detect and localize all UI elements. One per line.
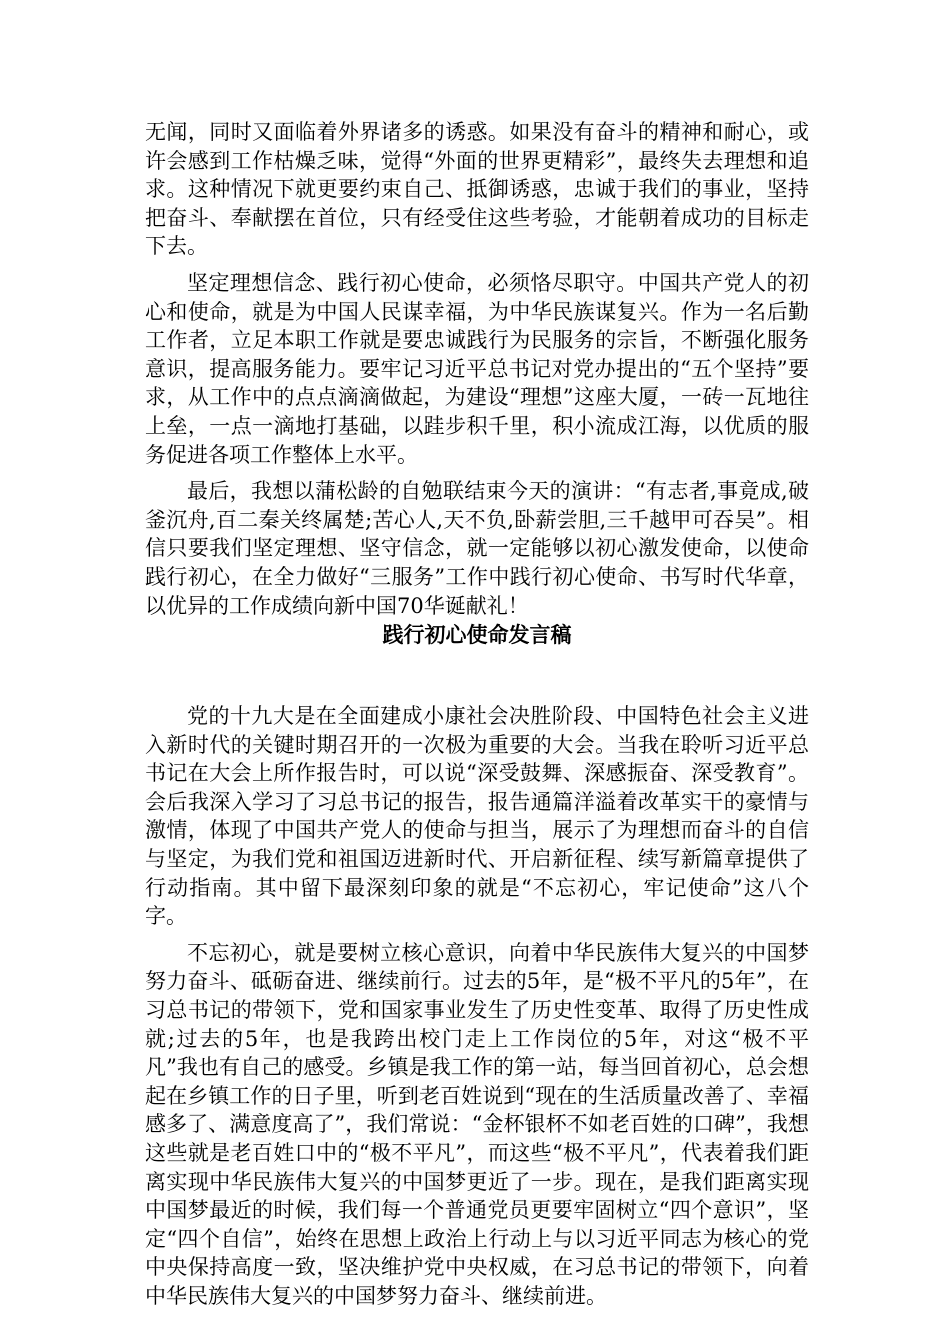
paragraph: 党的十九大是在全面建成小康社会决胜阶段、中国特色社会主义进入新时代的关键时期召开的一次极为重要的大会。当我在聆听习近平总书记在大会上所作报告时，可以说“深受鼓舞、深感振奋、深受教育”。会后我深入学习了习总书记的报告，报告通篇洋溢着改革实干的豪情与激情，体现了中国共产党人的使命与担当，展示了为理想而奋斗的自信与坚定，为我们党和祖国迈进新时代、开启新征程、续写新篇章提供了行动指南。其中留下最深刻印象的就是“不忘初心，牢记使命”这八个字。 (145, 704, 809, 929)
document-title: 践行初心使命发言稿 (382, 623, 572, 648)
document-body (145, 118, 809, 1311)
paragraph: 不忘初心，就是要树立核心意识，向着中华民族伟大复兴的中国梦努力奋斗、砥砺奋进、继续前行。过去的5年，是“极不平凡的5年”，在习总书记的带领下，党和国家事业发生了历史性变革、取得了历史性成就;过去的5年，也是我跨出校门走上工作岗位的5年，对这“极不平凡”我也有自己的感受。乡镇是我工作的第一站，每当回首初心，总会想起在乡镇工作的日子里，听到老百姓说到“现在的生活质量改善了、幸福感多了、满意度高了”，我们常说：“金杯银杯不如老百姓的口碑”，我想这些就是老百姓口中的“极不平凡”，而这些“极不平凡”，代表着我们距离实现中华民族伟大复兴的中国梦更近了一步。现在，是我们距离实现中国梦最近的时候，我们每一个普通党员更要牢固树立“四个意识”，坚定“四个自信”，始终在思想上政治上行动上与以习近平同志为核心的党中央保持高度一致，坚决维护党中央权威，在习总书记的带领下，向着中华民族伟大复兴的中国梦努力奋斗、继续前进。 (145, 940, 809, 1308)
paragraph: 坚定理想信念、践行初心使命，必须恪尽职守。中国共产党人的初心和使命，就是为中国人民谋幸福，为中华民族谋复兴。作为一名后勤工作者，立足本职工作就是要忠诚践行为民服务的宗旨，不断强化服务意识，提高服务能力。要牢记习近平总书记对党办提出的“五个坚持”要求，从工作中的点点滴滴做起，为建设“理想”这座大厦，一砖一瓦地往上垒，一点一滴地打基础，以跬步积千里，积小流成江海，以优质的服务促进各项工作整体上水平。 (145, 270, 809, 467)
paragraph: 无闻，同时又面临着外界诸多的诱惑。如果没有奋斗的精神和耐心，或许会感到工作枯燥乏味，觉得“外面的世界更精彩”，最终失去理想和追求。这种情况下就更要约束自己、抵御诱惑，忠诚于我们的事业，坚持把奋斗、奉献摆在首位，只有经受住这些考验，才能朝着成功的目标走下去。 (145, 120, 809, 259)
spacer (145, 650, 809, 702)
paragraph: 最后，我想以蒲松龄的自勉联结束今天的演讲：“有志者,事竟成,破釜沉舟,百二秦关终属楚;苦心人,天不负,卧薪尝胆,三千越甲可吞吴”。相信只要我们坚定理想、坚守信念，就一定能够以初心激发使命，以使命践行初心，在全力做好“三服务”工作中践行初心使命、书写时代华章，以优异的工作成绩向新中国70华诞献礼！ (145, 479, 809, 618)
